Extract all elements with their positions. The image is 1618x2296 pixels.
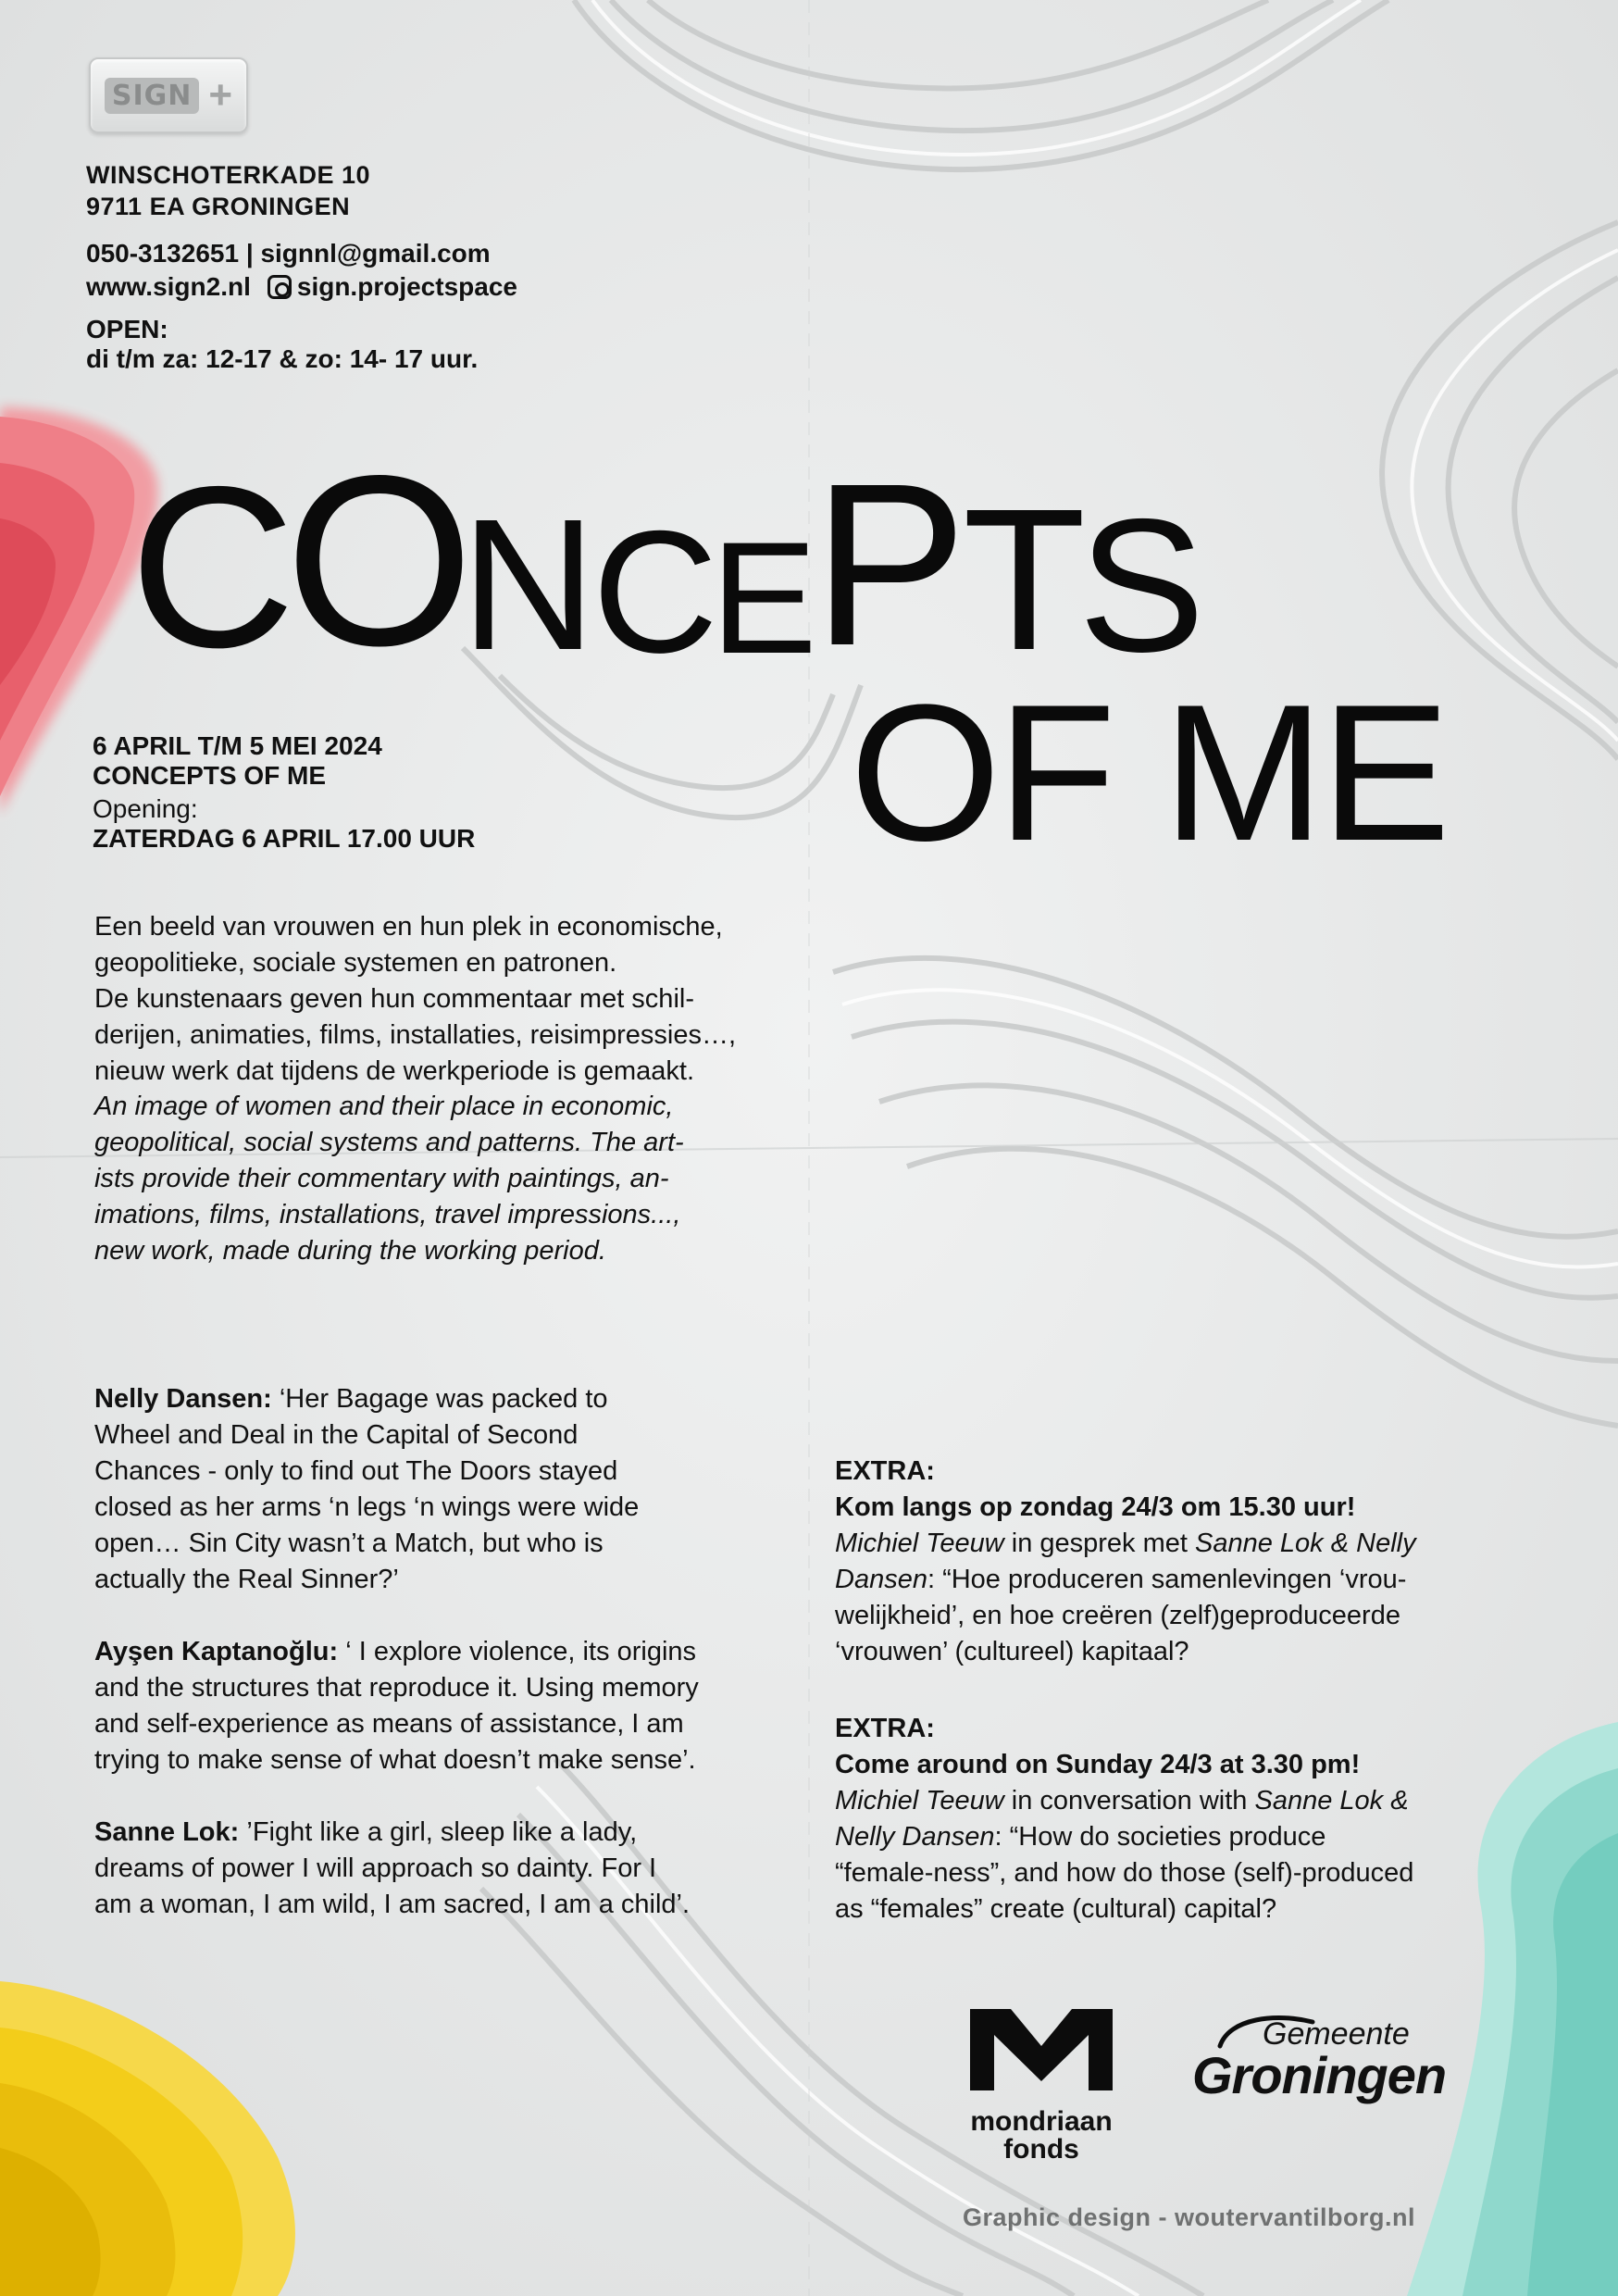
description-line: Een beeld van vrouwen en hun plek in economische, [94,912,723,942]
open-label: OPEN: [86,315,168,343]
title-letter: C [592,494,715,689]
artist-name: Ayşen Kaptanoğlu: [94,1637,339,1666]
mondriaan-label-2: fonds [1003,2134,1079,2165]
description-dutch [94,909,798,1090]
description-line: imations, films, installations, travel impressions..., [94,1200,681,1229]
description-line: De kunstenaars geven hun commentaar met schil- [94,984,694,1014]
statement-line: dreams of power I will approach so dainty. For I [94,1853,657,1883]
statement-line: and self-experience as means of assistance, I am [94,1709,684,1739]
statement-line: am a woman, I am wild, I am sacred, I am a child’. [94,1890,691,1919]
address-street: WINSCHOTERKADE 10 [86,161,371,189]
description-line: ists provide their commentary with paintings, an- [94,1164,669,1193]
web-social-row [86,270,517,304]
statement-line: trying to make sense of what doesn’t make sense’. [94,1745,696,1775]
extra-text: “female-ness”, and how do those (self)-produced [835,1858,1414,1888]
mondriaan-fonds-logo [963,2002,1120,2164]
website-link[interactable]: www.sign2.nl [86,272,251,301]
extra-text: in conversation with [1003,1786,1255,1816]
artist-name: Nelly Dansen: [94,1384,272,1414]
title-letter: S [1078,480,1201,692]
groningen-label: Groningen [1192,2046,1447,2104]
extra-headline: Come around on Sunday 24/3 at 3.30 pm! [835,1750,1361,1779]
extra-text: ‘vrouwen’ (cultureel) kapitaal? [835,1637,1189,1666]
mondriaan-m-icon [963,2002,1120,2094]
instagram-icon [268,275,292,299]
extra-event-english [835,1711,1557,1928]
address-city: 9711 EA GRONINGEN [86,193,351,220]
statement-line: closed as her arms ‘n legs ‘n wings were wide [94,1492,640,1522]
statement-line: ‘Her Bagage was packed to [271,1384,608,1414]
statement-line: ‘ I explore violence, its origins [338,1637,697,1666]
description-line: new work, made during the working period. [94,1236,606,1266]
design-credit[interactable]: Graphic design - woutervantilborg.nl [963,2203,1416,2231]
description-english [94,1089,798,1269]
event-name: CONCEPTS OF ME [93,761,327,790]
artist-sanne-lok [94,1815,816,1923]
speaker-name: Michiel Teeuw [835,1786,1004,1816]
description-line: geopolitieke, sociale systemen en patronen. [94,948,617,978]
instagram-handle[interactable]: sign.projectspace [296,272,517,301]
phone-email[interactable]: 050-3132651 | signnl@gmail.com [86,239,491,268]
extra-text: as “females” create (cultural) capital? [835,1894,1277,1924]
extra-text: in gesprek met [1003,1529,1196,1558]
speaker-name: Michiel Teeuw [835,1529,1004,1558]
artist-statements [94,1381,816,1959]
extra-event-dutch [835,1454,1557,1670]
opening-time: ZATERDAG 6 APRIL 17.00 UUR [93,824,476,853]
speaker-names: Sanne Lok & Nelly [1195,1529,1416,1558]
mondriaan-label-1: mondriaan [970,2106,1113,2137]
title-letter: C [130,438,292,695]
extra-headline: Kom langs op zondag 24/3 om 15.30 uur! [835,1492,1356,1522]
description-line: nieuw werk dat tijdens de werkperiode is gemaakt. [94,1056,694,1086]
artist-nelly-dansen [94,1381,816,1598]
open-hours: di t/m za: 12-17 & zo: 14- 17 uur. [86,344,479,373]
extra-label: EXTRA: [835,1456,935,1486]
statement-line: actually the Real Sinner?’ [94,1565,399,1594]
title-letter: P [813,435,964,693]
contact-block [86,237,517,304]
sign-logo-text: SIGN [105,78,200,114]
speaker-name: Dansen [835,1565,927,1594]
description-line: An image of women and their place in economic, [94,1092,674,1121]
statement-line: ’Fight like a girl, sleep like a lady, [239,1817,638,1847]
extra-label: EXTRA: [835,1714,935,1743]
sign-logo-plus: + [208,72,233,118]
gemeente-groningen-logo [1192,2018,1479,2102]
opening-label: Opening: [93,794,198,823]
description-line: geopolitical, social systems and patterns. The art- [94,1128,684,1157]
extra-text: welijkheid’, en hoe creëren (zelf)geproduceerde [835,1601,1400,1630]
address [86,159,370,222]
title-letter: N [461,480,592,689]
speaker-name: Nelly Dansen [835,1822,995,1852]
event-dates: 6 APRIL T/M 5 MEI 2024 [93,731,382,760]
extra-text: : “Hoe produceren samenlevingen ‘vrou- [927,1565,1407,1594]
speaker-names: Sanne Lok & [1254,1786,1409,1816]
title-line-2: OF ME [850,664,1447,881]
groningen-swoosh-icon [1211,2013,1322,2050]
title-letter: T [963,468,1083,693]
title-letter: E [711,509,814,687]
statement-line: Chances - only to find out The Doors stayed [94,1456,618,1486]
statement-line: Wheel and Deal in the Capital of Second [94,1420,579,1450]
sign-logo [89,57,248,133]
gemeente-label: Gemeente [1263,2016,1410,2052]
description-line: derijen, animaties, films, installaties, reisimpressies…, [94,1020,736,1050]
statement-line: and the structures that reproduce it. Using memory [94,1673,699,1703]
title-letter: O [285,425,470,696]
opening-hours [86,315,478,374]
event-info [93,731,475,854]
artist-aysen-kaptanoglu [94,1634,816,1778]
extra-text: : “How do societies produce [994,1822,1326,1852]
artist-name: Sanne Lok: [94,1817,240,1847]
statement-line: open… Sin City wasn’t a Match, but who is [94,1529,604,1558]
